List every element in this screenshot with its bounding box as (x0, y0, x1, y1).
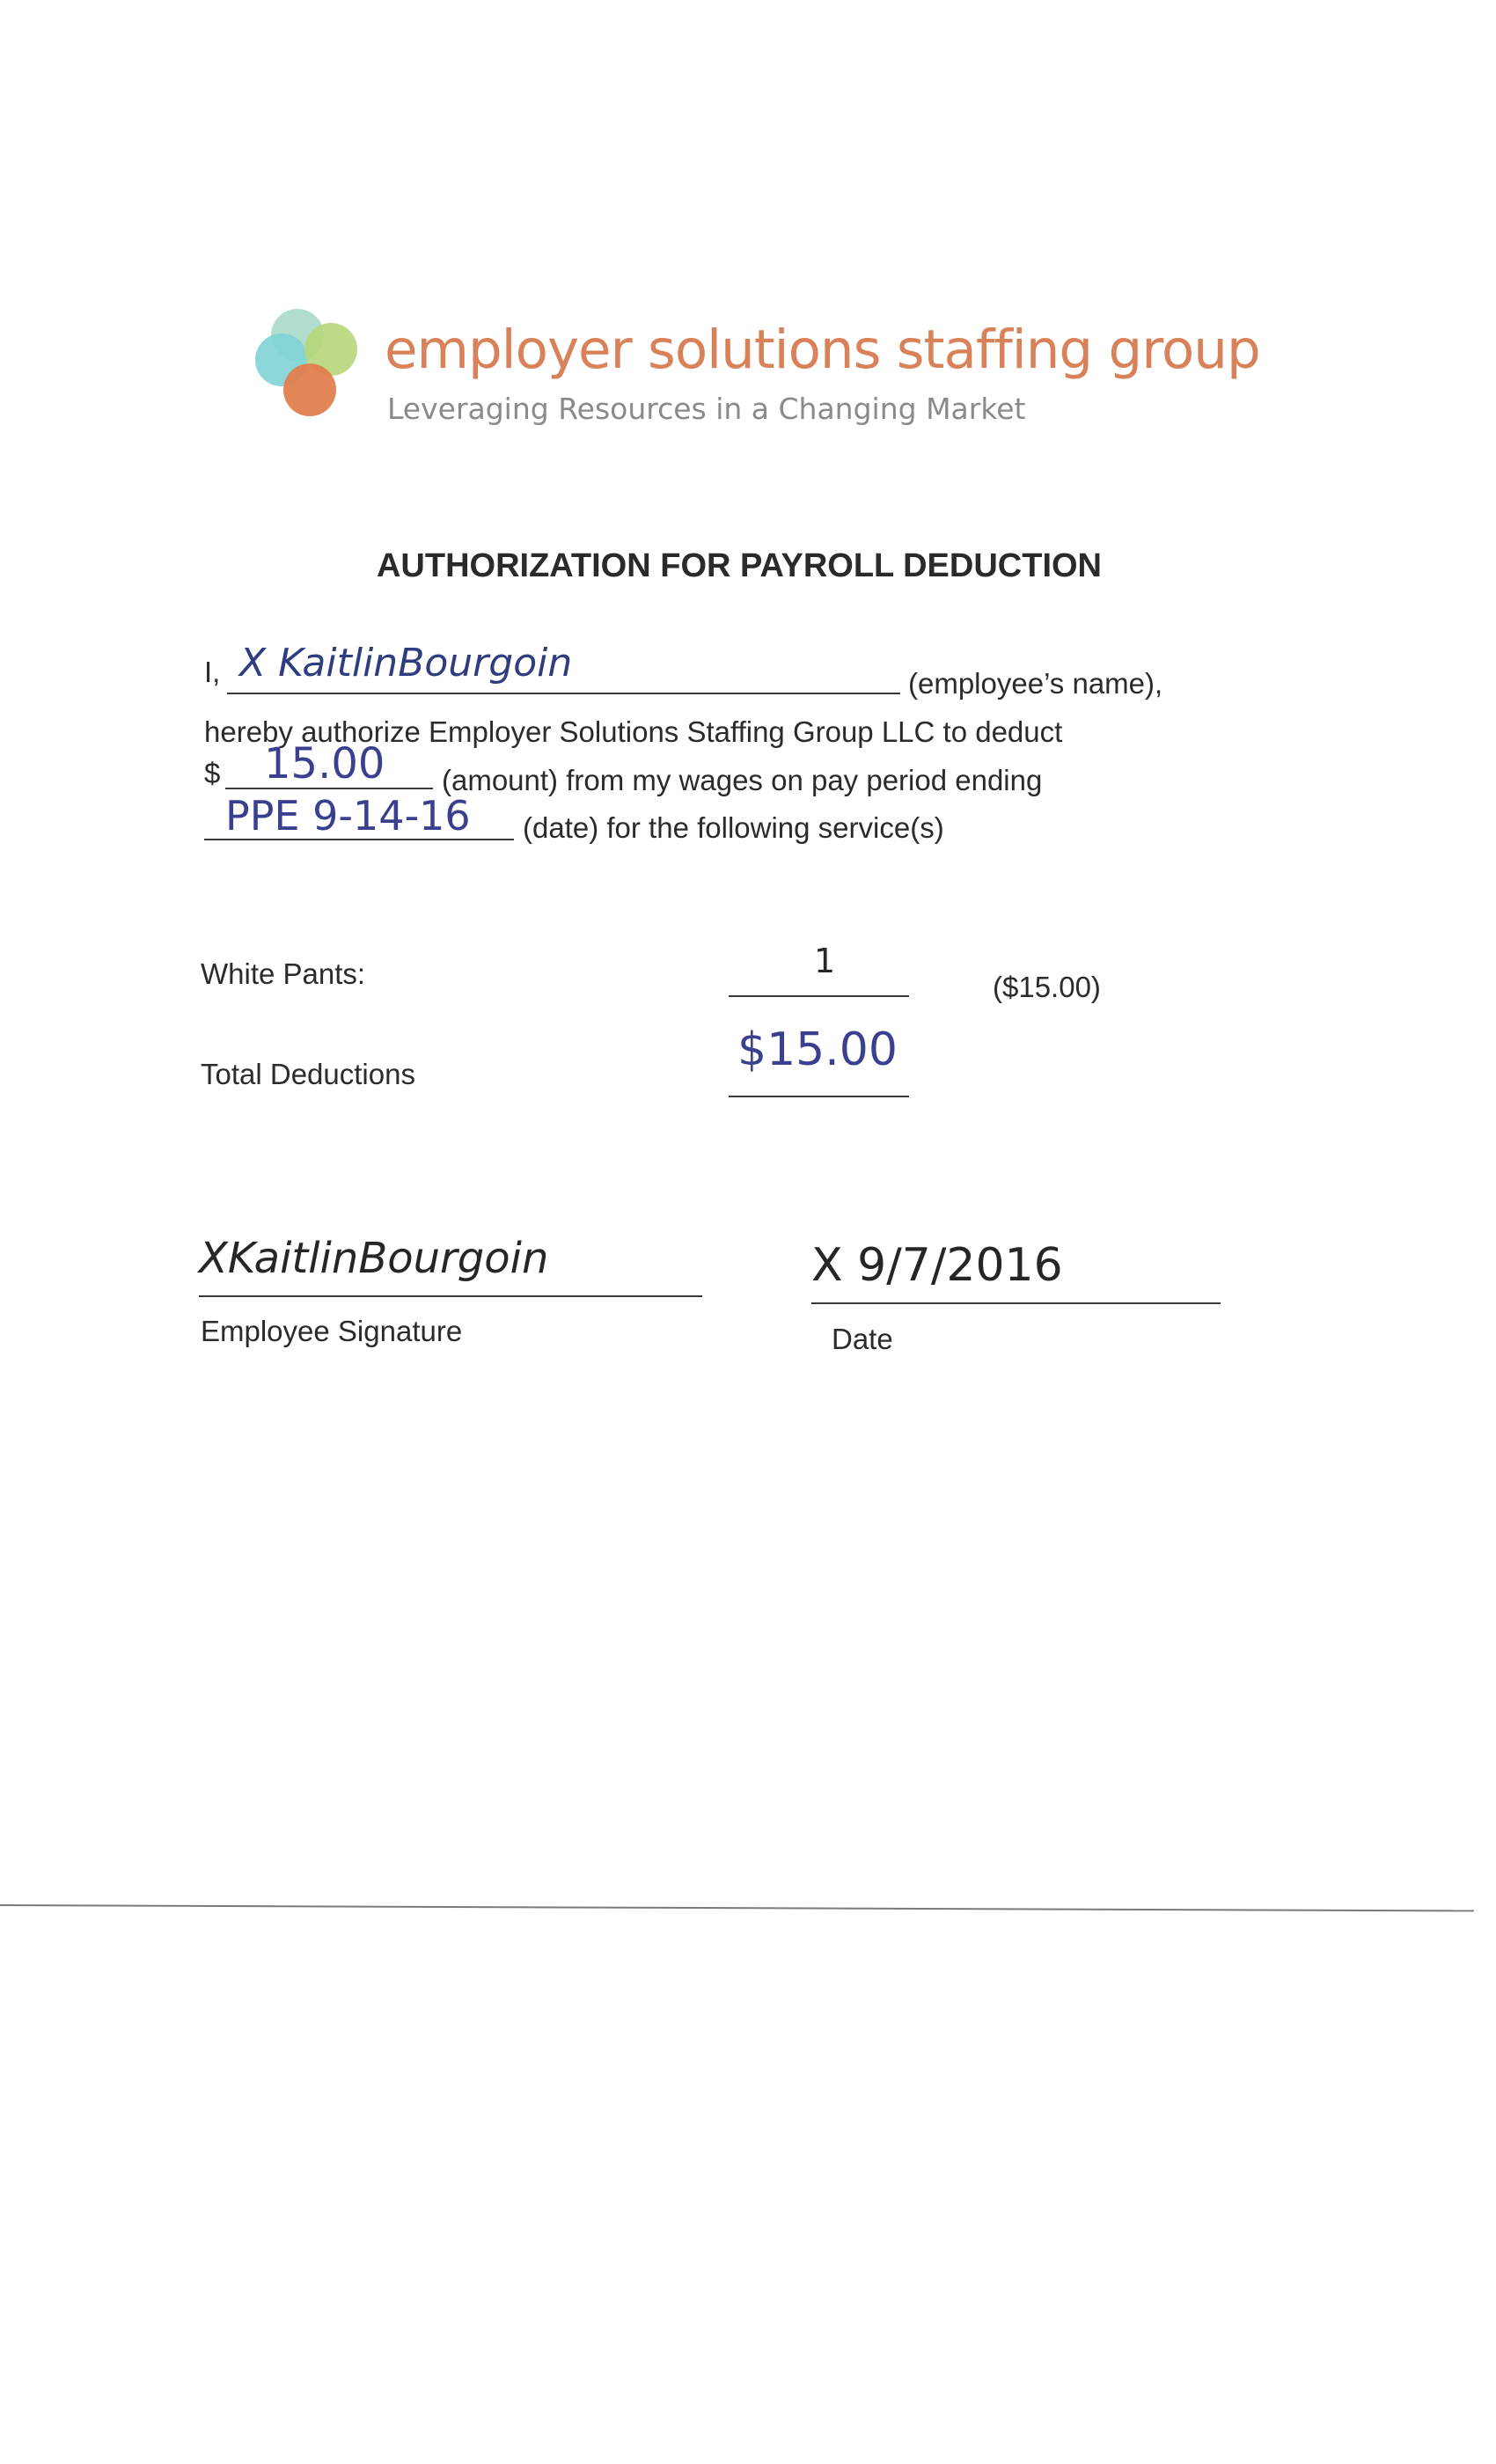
company-logo-icon (255, 304, 378, 427)
employee-signature-line (199, 1295, 702, 1297)
item-label: White Pants: (201, 957, 366, 990)
item-quantity-line (729, 995, 909, 997)
pay-period-handwritten: PPE 9-14-16 (225, 792, 471, 840)
company-tagline: Leveraging Resources in a Changing Market (387, 392, 1026, 426)
item-quantity-handwritten: 1 (814, 942, 836, 980)
total-label: Total Deductions (201, 1058, 415, 1090)
form-title: AUTHORIZATION FOR PAYROLL DEDUCTION (376, 547, 1103, 584)
currency-symbol: $ (204, 757, 221, 789)
date-label: Date (832, 1323, 893, 1355)
name-prefix: I, (204, 656, 221, 688)
amount-suffix: (amount) from my wages on pay period ending (442, 764, 1043, 796)
total-line (729, 1096, 909, 1097)
name-suffix: (employee’s name), (908, 667, 1163, 700)
authorize-statement: hereby authorize Employer Solutions Staffing Group LLC to deduct (204, 715, 1063, 748)
employee-name-handwritten: X KaitlinBourgoin (239, 641, 573, 686)
company-name: employer solutions staffing group (385, 319, 1260, 381)
amount-handwritten: 15.00 (264, 739, 385, 788)
scan-fold-line (0, 1904, 1474, 1911)
date-line (811, 1302, 1221, 1304)
employee-name-line (227, 693, 900, 694)
period-suffix: (date) for the following service(s) (523, 811, 944, 844)
pay-period-line (204, 839, 514, 840)
employee-signature-label: Employee Signature (201, 1315, 463, 1347)
date-handwritten: X 9/7/2016 (811, 1239, 1063, 1292)
item-price: ($15.00) (993, 971, 1101, 1003)
total-handwritten: $15.00 (737, 1023, 898, 1076)
amount-line (225, 788, 433, 789)
employee-signature-handwritten: XKaitlinBourgoin (199, 1234, 549, 1283)
